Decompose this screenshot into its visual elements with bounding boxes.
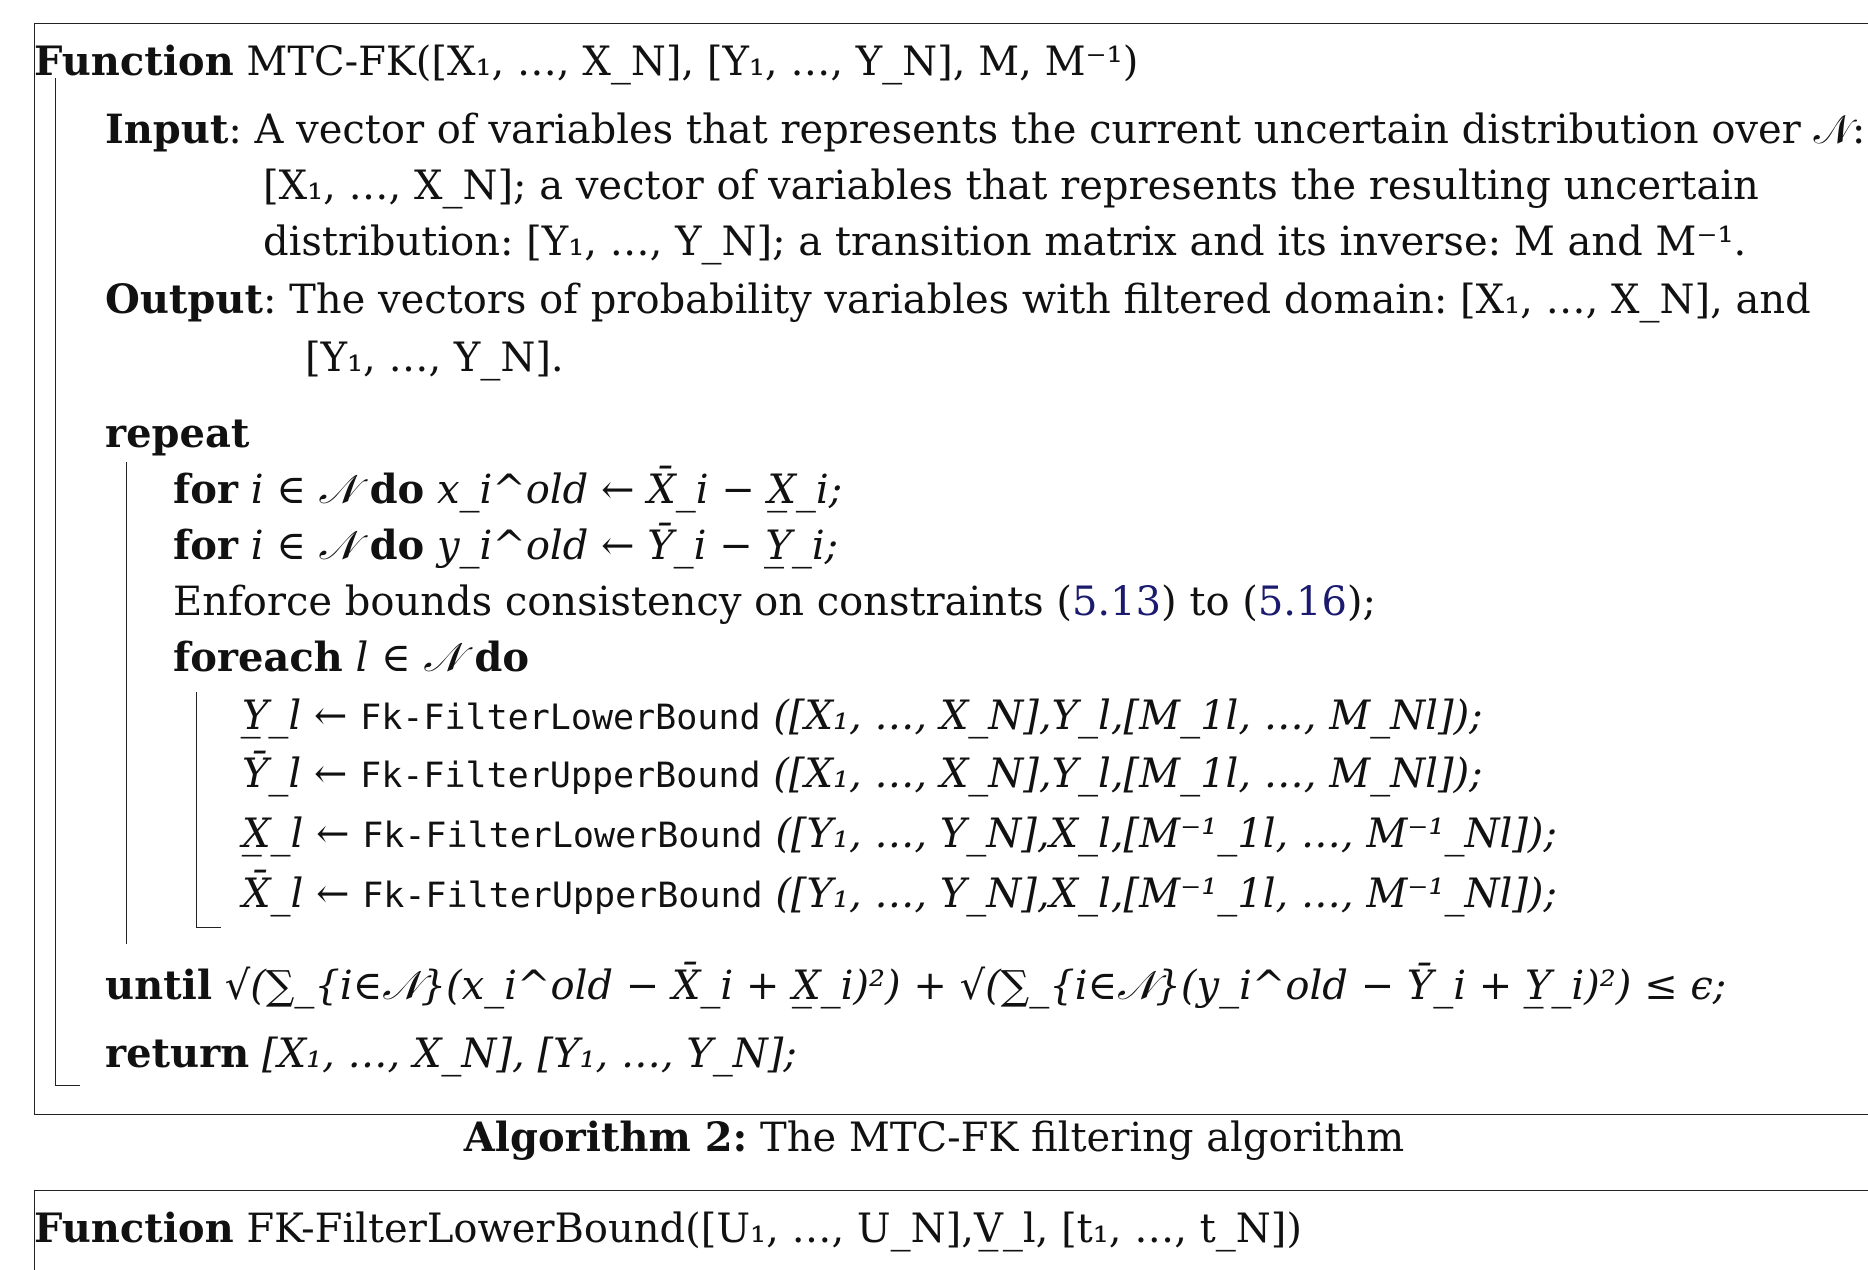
- equation-ref-link[interactable]: 5.13: [1071, 579, 1162, 625]
- for-y-body: y_i^old ← Ȳ_i − Y̲_i;: [436, 523, 839, 569]
- do-keyword: do: [369, 522, 425, 569]
- enforce-end: );: [1346, 579, 1376, 625]
- for-x-line: [173, 466, 842, 514]
- filter-args: ([X₁, …, X_N],Y_l,[M_1l, …, M_Nl]);: [773, 693, 1483, 739]
- output-line-1: Output: The vectors of probability variables with filtered domain: [X₁, …, X_N], and: [105, 276, 1811, 323]
- function-signature: MTC-FK([X₁, …, X_N], [Y₁, …, Y_N], M, M⁻¹): [246, 39, 1139, 85]
- function-signature: FK-FilterLowerBound([U₁, …, U_N],V̲_l, [t₁, …, t_N]): [246, 1206, 1302, 1252]
- foreach-block-guide: [196, 692, 221, 928]
- filter-args: ([Y₁, …, Y_N],X_l,[M⁻¹_1l, …, M⁻¹_Nl]);: [775, 871, 1557, 917]
- input-line-3: distribution: [Y₁, …, Y_N]; a transition matrix and its inverse: M and M⁻¹.: [263, 219, 1747, 265]
- filter-lhs: X̲_l ←: [242, 811, 350, 857]
- filter-line: [242, 870, 1557, 920]
- filter-line: [242, 750, 1483, 800]
- filter-lhs: X̄_l ←: [242, 871, 350, 917]
- repeat-keyword: repeat: [105, 410, 250, 457]
- equation-ref-link[interactable]: 5.16: [1257, 579, 1347, 625]
- for-y-line: [173, 522, 838, 570]
- caption-label: Algorithm 2:: [463, 1114, 748, 1161]
- function-header: [34, 38, 1138, 86]
- repeat-block-guide: [126, 462, 127, 944]
- input-line-1: Input: A vector of variables that represents the current uncertain distribution over 𝒩:: [105, 106, 1866, 153]
- caption-text: The MTC-FK filtering algorithm: [760, 1115, 1405, 1161]
- input-text-1: A vector of variables that represents the current uncertain distribution over 𝒩:: [254, 107, 1866, 153]
- foreach-keyword: foreach: [173, 634, 343, 681]
- function-keyword: Function: [34, 38, 234, 85]
- input-label: Input: [105, 106, 229, 153]
- do-keyword: do: [369, 466, 425, 513]
- algorithm-caption: [0, 1112, 1868, 1164]
- do-keyword: do: [474, 634, 530, 681]
- input-line-2: [X₁, …, X_N]; a vector of variables that represents the resulting uncertain: [263, 163, 1759, 209]
- foreach-range: l ∈ 𝒩: [355, 635, 462, 681]
- for-keyword: for: [173, 466, 238, 513]
- function-keyword: Function: [34, 1205, 234, 1252]
- filter-line: [242, 810, 1557, 860]
- foreach-line: [173, 634, 529, 682]
- output-label: Output: [105, 276, 263, 323]
- for-x-range: i ∈ 𝒩: [250, 467, 357, 513]
- filter-function: Fk-FilterLowerBound: [360, 698, 761, 738]
- until-keyword: until: [105, 962, 213, 1009]
- enforce-text: Enforce bounds consistency on constraints (: [173, 579, 1072, 625]
- enforce-line: [173, 578, 1376, 626]
- filter-args: ([X₁, …, X_N],Y_l,[M_1l, …, M_Nl]);: [773, 751, 1483, 797]
- until-line: [105, 962, 1726, 1010]
- filter-function: Fk-FilterUpperBound: [362, 876, 763, 916]
- function-block-guide: [55, 78, 80, 1086]
- next-function-header: [34, 1205, 1302, 1253]
- for-y-range: i ∈ 𝒩: [250, 523, 357, 569]
- return-line: [105, 1030, 797, 1078]
- enforce-mid: ) to (: [1161, 579, 1258, 625]
- filter-lhs: Y̲_l ←: [242, 693, 348, 739]
- return-value: [X₁, …, X_N], [Y₁, …, Y_N];: [261, 1031, 797, 1077]
- filter-line: [242, 692, 1483, 742]
- for-x-body: x_i^old ← X̄_i − X̲_i;: [436, 467, 843, 513]
- output-text-1: The vectors of probability variables with filtered domain: [X₁, …, X_N], and: [289, 277, 1811, 323]
- until-condition: √(∑_{i∈𝒩}(x_i^old − X̄_i + X̲_i)²) + √(∑_{i∈𝒩}(y_i^old − Ȳ_i + Y̲_i)²) ≤ ϵ;: [224, 963, 1727, 1009]
- filter-args: ([Y₁, …, Y_N],X_l,[M⁻¹_1l, …, M⁻¹_Nl]);: [775, 811, 1557, 857]
- for-keyword: for: [173, 522, 238, 569]
- return-keyword: return: [105, 1030, 250, 1077]
- output-line-2: [Y₁, …, Y_N].: [305, 335, 564, 381]
- filter-function: Fk-FilterLowerBound: [362, 816, 763, 856]
- filter-function: Fk-FilterUpperBound: [360, 756, 761, 796]
- filter-lhs: Ȳ_l ←: [242, 751, 348, 797]
